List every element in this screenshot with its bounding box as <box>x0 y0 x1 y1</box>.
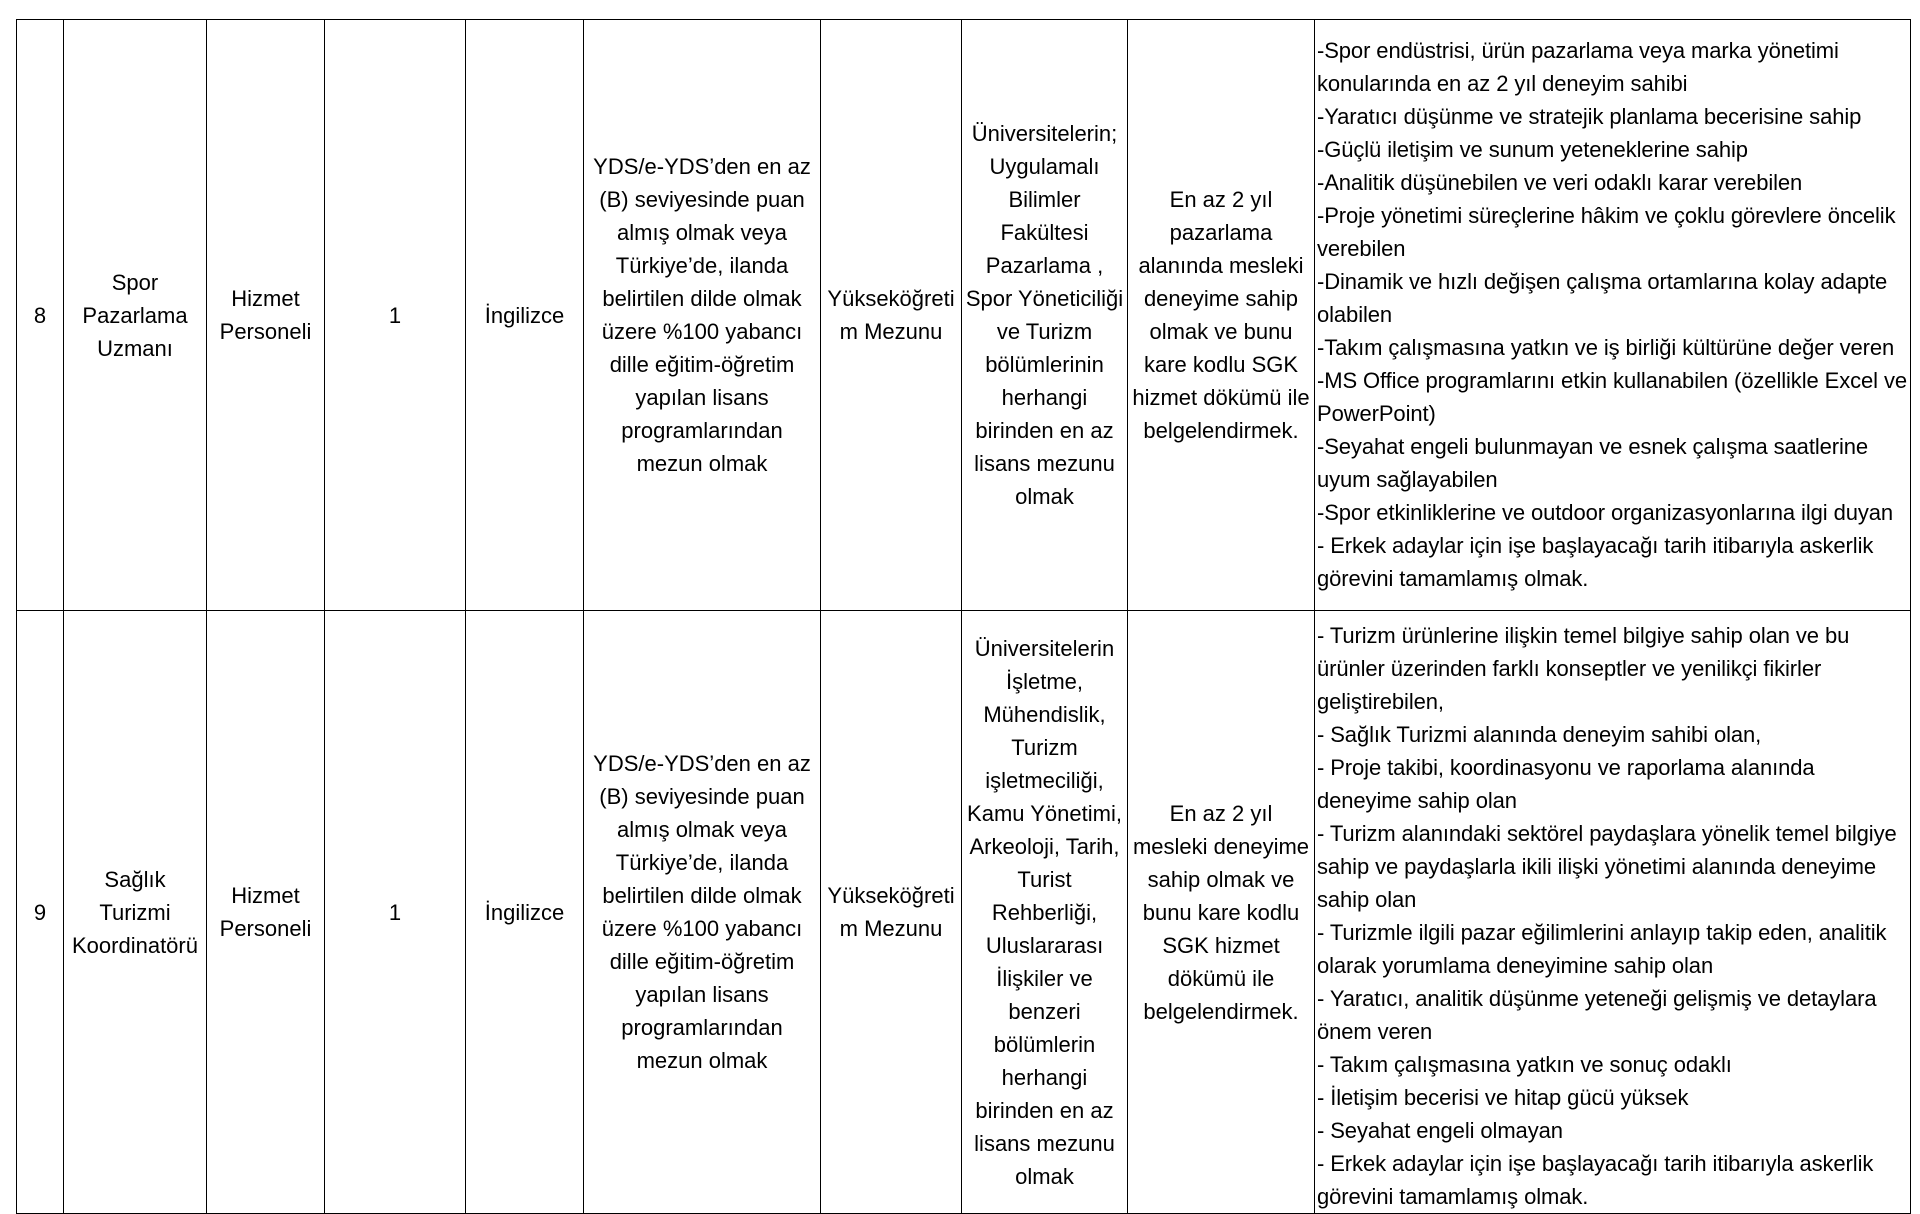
position-count: 1 <box>325 611 466 1214</box>
position-category: Hizmet Personeli <box>207 20 325 611</box>
row-number: 9 <box>17 611 64 1214</box>
experience-requirement: En az 2 yıl mesleki deneyime sahip olmak ve bunu kare kodlu SGK hizmet dökümü ile belgelendirmek. <box>1128 611 1315 1214</box>
qualification-item: - Seyahat engeli olmayan <box>1317 1118 1563 1143</box>
qualification-item: -Yaratıcı düşünme ve stratejik planlama becerisine sahip <box>1317 104 1862 129</box>
qualification-item: - İletişim becerisi ve hitap gücü yüksek <box>1317 1085 1689 1110</box>
qualification-item: - Takım çalışmasına yatkın ve sonuç odaklı <box>1317 1052 1732 1077</box>
qualifications-cell <box>1315 611 1911 1214</box>
position-title: Sağlık Turizmi Koordinatörü <box>64 611 207 1214</box>
language-requirement: YDS/e-YDS’den en az (B) seviyesinde puan almış olmak veya Türkiye’de, ilanda belirtilen dilde olmak üzere %100 yabancı dille eğitim-öğretim yapılan lisans programlarından mezun olmak <box>584 20 821 611</box>
qualifications-cell <box>1315 20 1911 611</box>
qualification-item: - Erkek adaylar için işe başlayacağı tarih itibarıyla askerlik görevini tamamlamış olmak. <box>1317 1151 1874 1209</box>
qualification-item: - Erkek adaylar için işe başlayacağı tarih itibarıyla askerlik görevini tamamlamış olmak. <box>1317 533 1874 591</box>
department-requirement: Üniversitelerin; Uygulamalı Bilimler Fakültesi Pazarlama , Spor Yöneticiliği ve Turizm bölümlerinin herhangi birinden en az lisans mezunu olmak <box>962 20 1128 611</box>
education-level: Yükseköğretim Mezunu <box>821 611 962 1214</box>
qualification-item: - Turizm ürünlerine ilişkin temel bilgiye sahip olan ve bu ürünler üzerinden farklı konseptler ve yenilikçi fikirler geliştirebilen, <box>1317 623 1850 714</box>
qualifications-list <box>1317 34 1908 595</box>
qualification-item: -Spor etkinliklerine ve outdoor organizasyonlarına ilgi duyan <box>1317 500 1894 525</box>
department-requirement: Üniversitelerin İşletme, Mühendislik, Turizm işletmeciliği, Kamu Yönetimi, Arkeoloji, Tarih, Turist Rehberliği, Uluslararası İlişkiler ve benzeri bölümlerin herhangi birinden en az lisans mezunu olmak <box>962 611 1128 1214</box>
position-category: Hizmet Personeli <box>207 611 325 1214</box>
qualification-item: -MS Office programlarını etkin kullanabilen (özellikle Excel ve PowerPoint) <box>1317 368 1907 426</box>
experience-requirement: En az 2 yıl pazarlama alanında mesleki deneyime sahip olmak ve bunu kare kodlu SGK hizmet dökümü ile belgelendirmek. <box>1128 20 1315 611</box>
qualification-item: -Seyahat engeli bulunmayan ve esnek çalışma saatlerine uyum sağlayabilen <box>1317 434 1869 492</box>
foreign-language: İngilizce <box>466 20 584 611</box>
education-level: Yükseköğretim Mezunu <box>821 20 962 611</box>
qualification-item: - Yaratıcı, analitik düşünme yeteneği gelişmiş ve detaylara önem veren <box>1317 986 1877 1044</box>
foreign-language: İngilizce <box>466 611 584 1214</box>
qualification-item: - Turizm alanındaki sektörel paydaşlara yönelik temel bilgiye sahip ve paydaşlarla ikili ilişki yönetimi alanında deneyime sahip olan <box>1317 821 1897 912</box>
qualification-item: -Güçlü iletişim ve sunum yeteneklerine sahip <box>1317 137 1748 162</box>
position-count: 1 <box>325 20 466 611</box>
table-row <box>17 611 1911 1214</box>
job-listing-table <box>16 19 1911 1214</box>
qualification-item: -Dinamik ve hızlı değişen çalışma ortamlarına kolay adapte olabilen <box>1317 269 1888 327</box>
qualification-item: -Takım çalışmasına yatkın ve iş birliği kültürüne değer veren <box>1317 335 1895 360</box>
qualification-item: - Proje takibi, koordinasyonu ve raporlama alanında deneyime sahip olan <box>1317 755 1815 813</box>
table-row <box>17 20 1911 611</box>
qualification-item: - Turizmle ilgili pazar eğilimlerini anlayıp takip eden, analitik olarak yorumlama deneyimine sahip olan <box>1317 920 1887 978</box>
row-number: 8 <box>17 20 64 611</box>
qualification-item: - Sağlık Turizmi alanında deneyim sahibi olan, <box>1317 722 1762 747</box>
language-requirement: YDS/e-YDS’den en az (B) seviyesinde puan almış olmak veya Türkiye’de, ilanda belirtilen dilde olmak üzere %100 yabancı dille eğitim-öğretim yapılan lisans programlarından mezun olmak <box>584 611 821 1214</box>
position-title: Spor Pazarlama Uzmanı <box>64 20 207 611</box>
qualifications-list <box>1317 619 1908 1213</box>
qualification-item: -Spor endüstrisi, ürün pazarlama veya marka yönetimi konularında en az 2 yıl deneyim sahibi <box>1317 38 1839 96</box>
qualification-item: -Analitik düşünebilen ve veri odaklı karar verebilen <box>1317 170 1803 195</box>
qualification-item: -Proje yönetimi süreçlerine hâkim ve çoklu görevlere öncelik verebilen <box>1317 203 1896 261</box>
